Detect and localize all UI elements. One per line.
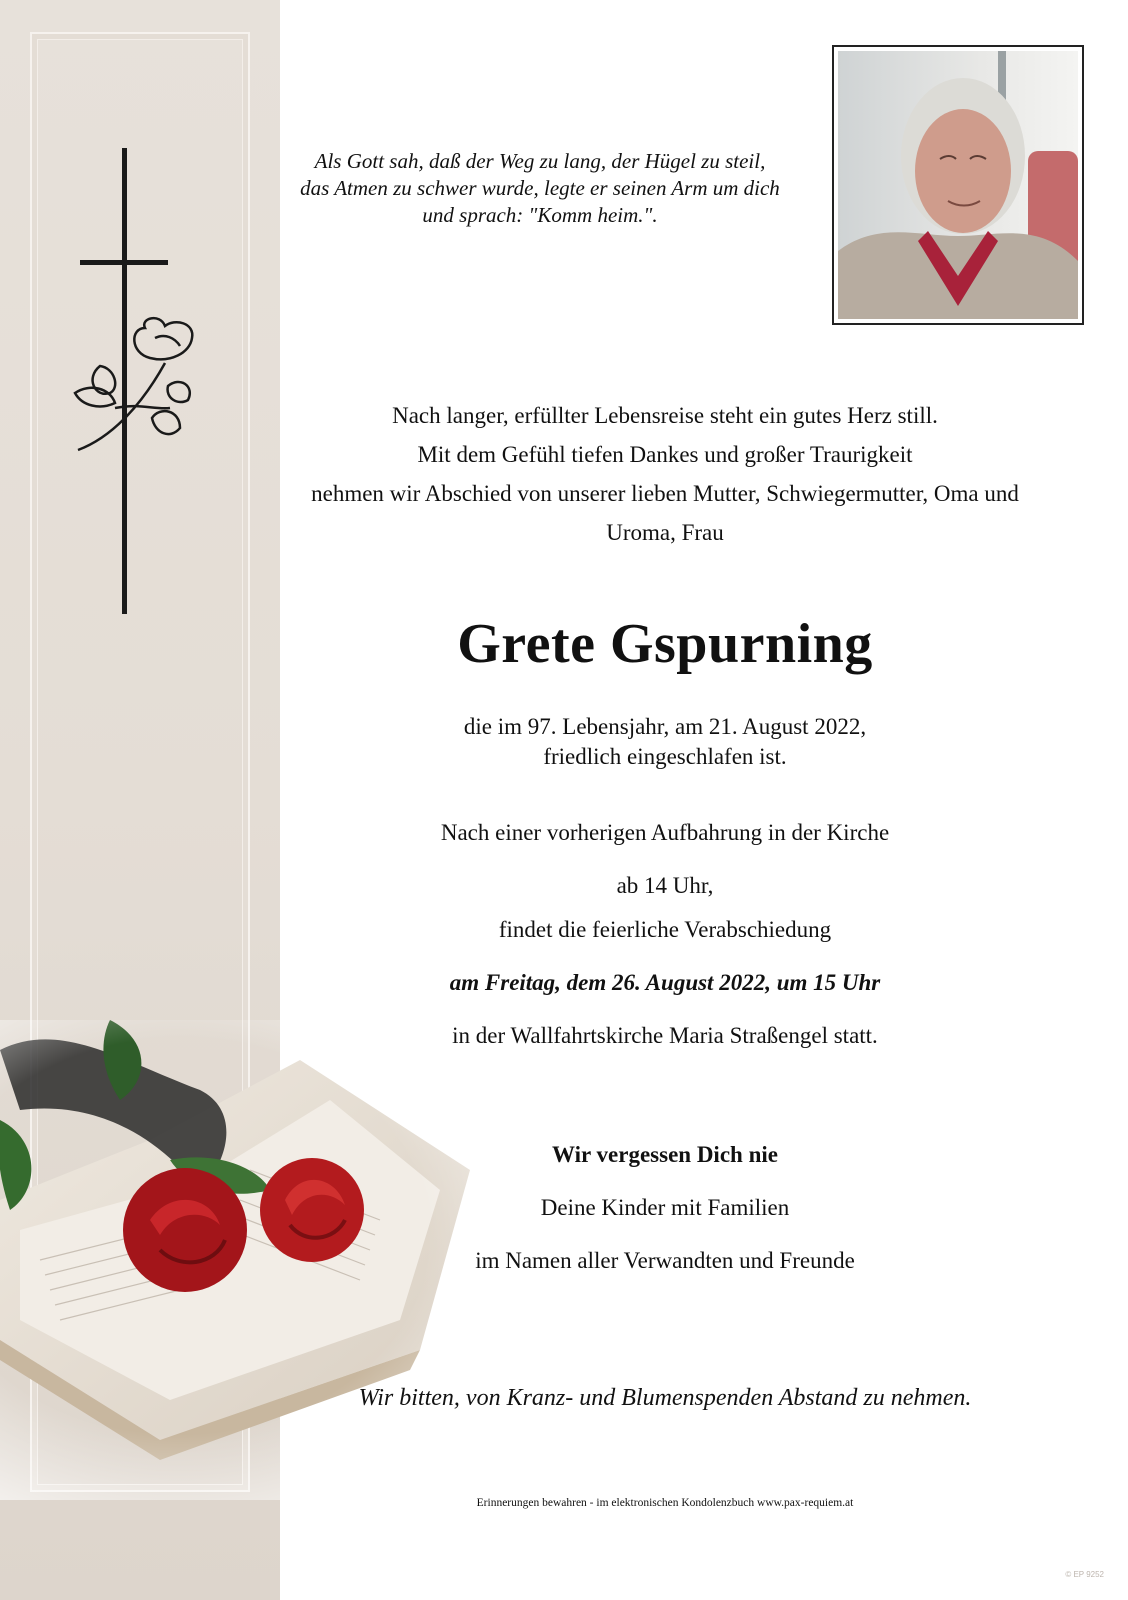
quote-line: das Atmen zu schwer wurde, legte er seinen Arm um dich [300,176,780,200]
quote-line: und sprach: "Komm heim.". [422,203,658,227]
opening-quote [270,148,810,229]
intro-line: Mit dem Gefühl tiefen Dankes und großer Traurigkeit [417,442,913,467]
intro-line: Nach langer, erfüllter Lebensreise steht ein gutes Herz still. [392,403,938,428]
deceased-name: Grete Gspurning [457,613,873,675]
cross-with-rose-icon [70,148,210,628]
template-code: © EP 9252 [1065,1570,1104,1579]
ceremony-date: am Freitag, dem 26. August 2022, um 15 Uhr [449,970,881,995]
ceremony-line: findet die feierliche Verabschiedung [498,917,832,942]
death-line: friedlich eingeschlafen ist. [543,744,787,769]
mourners-line: im Namen aller Verwandten und Freunde [475,1248,855,1273]
mourners-headline: Wir vergessen Dich nie [552,1142,778,1167]
footer-note: Erinnerungen bewahren - im elektronischen Kondolenzbuch www.pax-requiem.at [476,1497,854,1509]
ceremony-line: Nach einer vorherigen Aufbahrung in der Kirche [440,820,890,845]
mourners-line: Deine Kinder mit Familien [540,1195,790,1220]
ceremony-info [300,815,1030,1062]
death-info [300,712,1030,772]
flower-request: Wir bitten, von Kranz- und Blumenspenden Abstand zu nehmen. [358,1385,972,1411]
quote-line: Als Gott sah, daß der Weg zu lang, der Hügel zu steil, [314,149,766,173]
ceremony-line: ab 14 Uhr, [616,873,714,898]
mourners [300,1128,1030,1287]
intro-line: Uroma, Frau [606,520,724,545]
intro-text [250,396,1080,552]
intro-line: nehmen wir Abschied von unserer lieben Mutter, Schwiegermutter, Oma und [311,481,1019,506]
death-line: die im 97. Lebensjahr, am 21. August 2022, [463,714,867,739]
portrait-photo [832,45,1084,325]
ceremony-line: in der Wallfahrtskirche Maria Straßengel statt. [452,1023,878,1048]
